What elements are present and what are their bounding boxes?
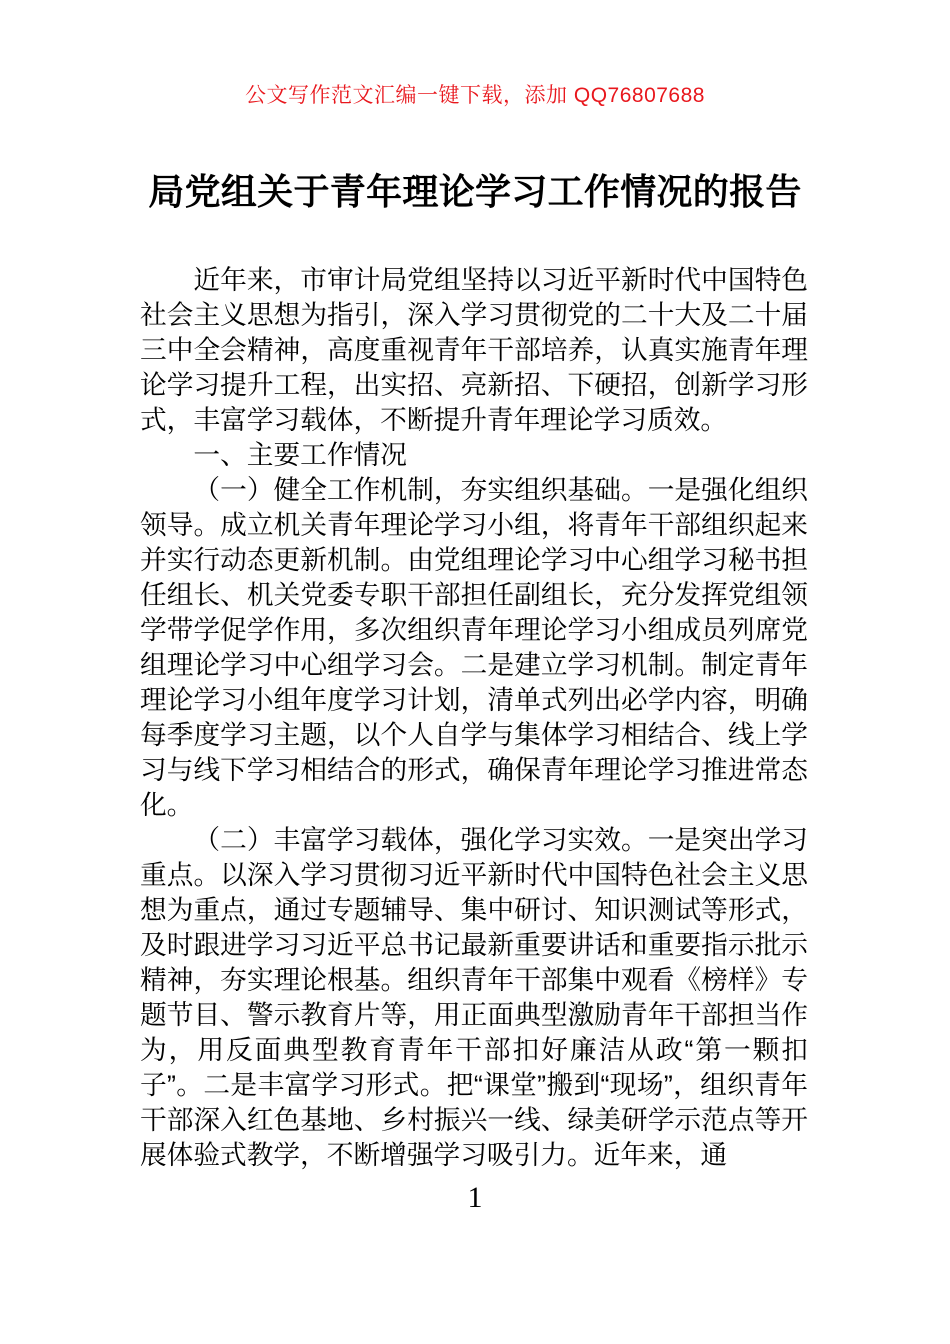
- paragraph-section-1-2: （二）丰富学习载体，强化学习实效。一是突出学习重点。以深入学习贯彻习近平新时代中国特色社会主义思想为重点，通过专题辅导、集中研讨、知识测试等形式，及时跟进学习习近平总书记最新重要讲话和重要指示批示精神，夯实理论根基。组织青年干部集中观看《榜样》专题节目、警示教育片等，用正面典型激励青年干部担当作为，用反面典型教育青年干部扣好廉洁从政“第一颗扣子”。二是丰富学习形式。把“课堂”搬到“现场”，组织青年干部深入红色基地、乡村振兴一线、绿美研学示范点等开展体验式教学，不断增强学习吸引力。近年来，通: [140, 825, 808, 1170]
- document-title: 局党组关于青年理论学习工作情况的报告: [148, 171, 802, 212]
- page-number: 1: [467, 1181, 483, 1214]
- document-body: [140, 263, 808, 1173]
- paragraph-intro: 近年来，市审计局党组坚持以习近平新时代中国特色社会主义思想为指引，深入学习贯彻党的二十大及二十届三中全会精神，高度重视青年干部培养，认真实施青年理论学习提升工程，出实招、亮新招、下硬招，创新学习形式，丰富学习载体，不断提升青年理论学习质效。: [140, 265, 808, 435]
- section-heading-1: 一、主要工作情况: [193, 440, 407, 470]
- paragraph-section-1-1: （一）健全工作机制，夯实组织基础。一是强化组织领导。成立机关青年理论学习小组，将青年干部组织起来并实行动态更新机制。由党组理论学习中心组学习秘书担任组长、机关党委专职干部担任副组长，充分发挥党组领学带学促学作用，多次组织青年理论学习小组成员列席党组理论学习中心组学习会。二是建立学习机制。制定青年理论学习小组年度学习计划，清单式列出必学内容，明确每季度学习主题，以个人自学与集体学习相结合、线上学习与线下学习相结合的形式，确保青年理论学习推进常态化。: [140, 475, 808, 820]
- promo-banner: 公文写作范文汇编一键下载，添加 QQ76807688: [245, 84, 705, 107]
